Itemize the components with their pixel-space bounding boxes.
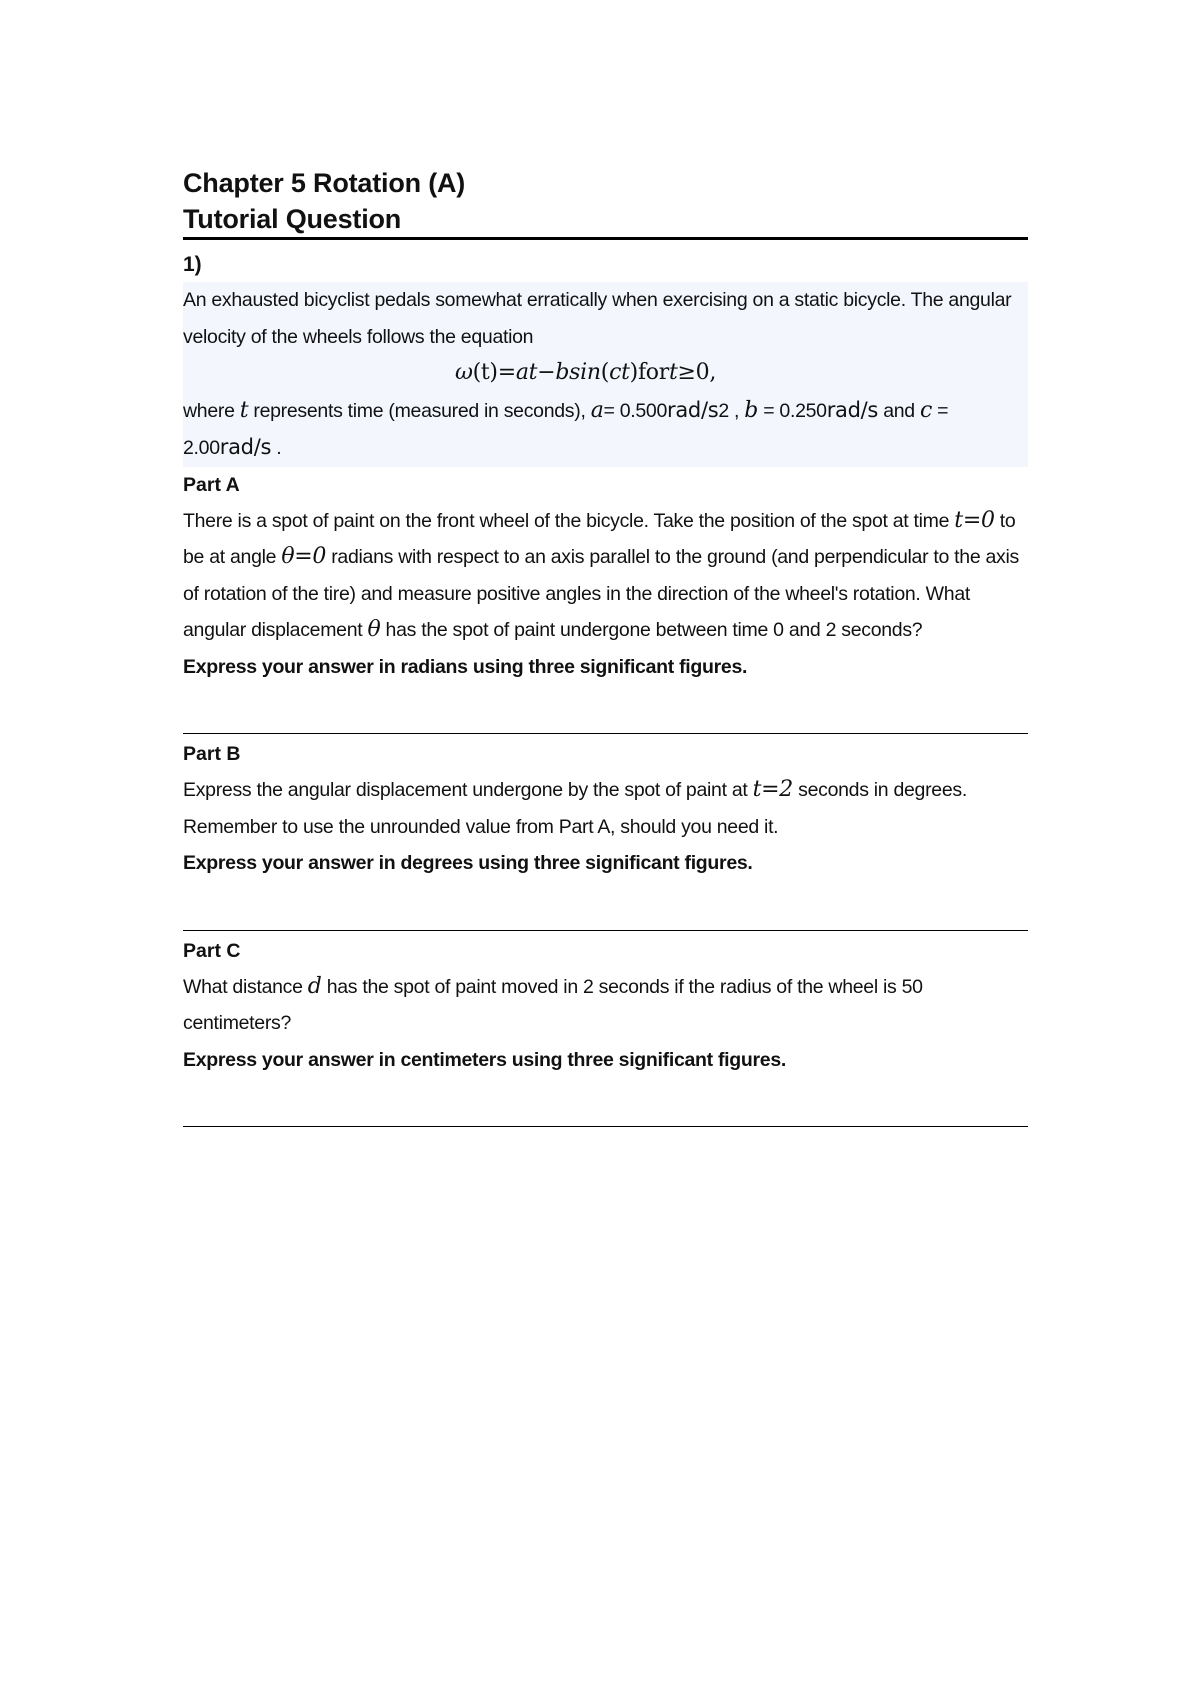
b-value: = 0.250 [758,399,827,422]
part-a-text3: radians with respect to an axis parallel to the ground (and perpendicular to the axis of rotation of the tire) and measure positive angles in the direction of the wheel's rotation. What angular displacement [183,546,1019,641]
where-mid: represents time (measured in seconds), [248,399,591,422]
eq-omega: ω [454,360,473,385]
part-a-title: Part A [183,473,240,496]
eq-a: a [515,360,529,385]
b-unit: rad/s [826,397,879,422]
a-exponent: 2 [718,399,729,422]
question-intro [183,282,1028,467]
symbol-t: t [239,397,249,423]
eq-t3: t [668,360,678,385]
part-a-text1: There is a spot of paint on the front wheel of the bicycle. Take the position of the spot at time [183,509,955,532]
part-a-answer-line[interactable] [183,733,1028,734]
t-equals-zero: t=0 [954,507,995,533]
theta-symbol: θ [367,617,381,642]
part-b-text [183,772,1028,845]
part-a-instruction: Express your answer in radians using three significant figures. [183,655,748,678]
eq-sin: sin [569,360,601,385]
section-title: Tutorial Question [183,201,1028,240]
c-equals: = [931,399,949,422]
c-end: . [271,437,282,459]
part-b-answer-line[interactable] [183,930,1028,931]
part-b-text2: seconds in degrees. Remember to use the unrounded value from Part A, should you need it. [183,779,967,838]
equation [183,355,1028,392]
part-c-title: Part C [183,939,241,962]
part-c-text2: has the spot of paint moved in 2 seconds if the radius of the wheel is 50 centimeters? [183,975,923,1034]
symbol-a: a [590,397,604,423]
eq-b: b [555,360,570,385]
where-prefix: where [183,399,240,422]
c-unit: rad/s [219,435,272,459]
symbol-b: b [744,397,759,423]
symbol-c: c [919,397,932,423]
eq-equals: = [497,360,516,385]
part-b-text1: Express the angular displacement undergone by the spot of paint at [183,779,753,801]
d-symbol: d [307,973,322,999]
theta-equals-zero: θ=0 [281,544,327,569]
part-c-text [183,969,1028,1042]
chapter-title: Chapter 5 Rotation (A) [183,168,466,198]
eq-t1: t [528,360,538,385]
part-a-text2: to be at angle [183,509,1016,568]
eq-lparen: ( [600,360,610,385]
eq-t2: t [621,360,630,385]
intro-text: An exhausted bicyclist pedals somewhat erratically when exercising on a static bicycle. The angular velocity of the wheels follows the equation [183,289,1012,348]
a-value: = 0.500 [603,399,668,422]
part-b-title: Part B [183,743,241,765]
part-c-text1: What distance [183,975,308,998]
eq-minus: − [537,360,556,385]
and-word: and [878,399,920,422]
eq-c: c [609,360,622,385]
part-b-instruction: Express your answer in degrees using three significant figures. [183,852,753,874]
part-c-answer-line[interactable] [183,1126,1028,1127]
question-number: 1) [183,253,202,276]
separator: , [728,399,745,422]
eq-paren-t: (t) [472,360,498,385]
t-equals-two: t=2 [752,777,793,802]
a-unit: rad/s [667,397,719,422]
eq-geq-zero: ≥0, [677,360,717,385]
c-value: 2.00 [183,437,220,459]
part-a-text [183,503,1028,649]
part-c-instruction: Express your answer in centimeters using three significant figures. [183,1048,787,1071]
eq-for: for [637,360,669,385]
part-a-text4: has the spot of paint undergone between time 0 and 2 seconds? [380,619,923,641]
where-text [183,392,1028,467]
eq-rparen: ) [629,360,638,385]
document-page [183,165,1028,1129]
